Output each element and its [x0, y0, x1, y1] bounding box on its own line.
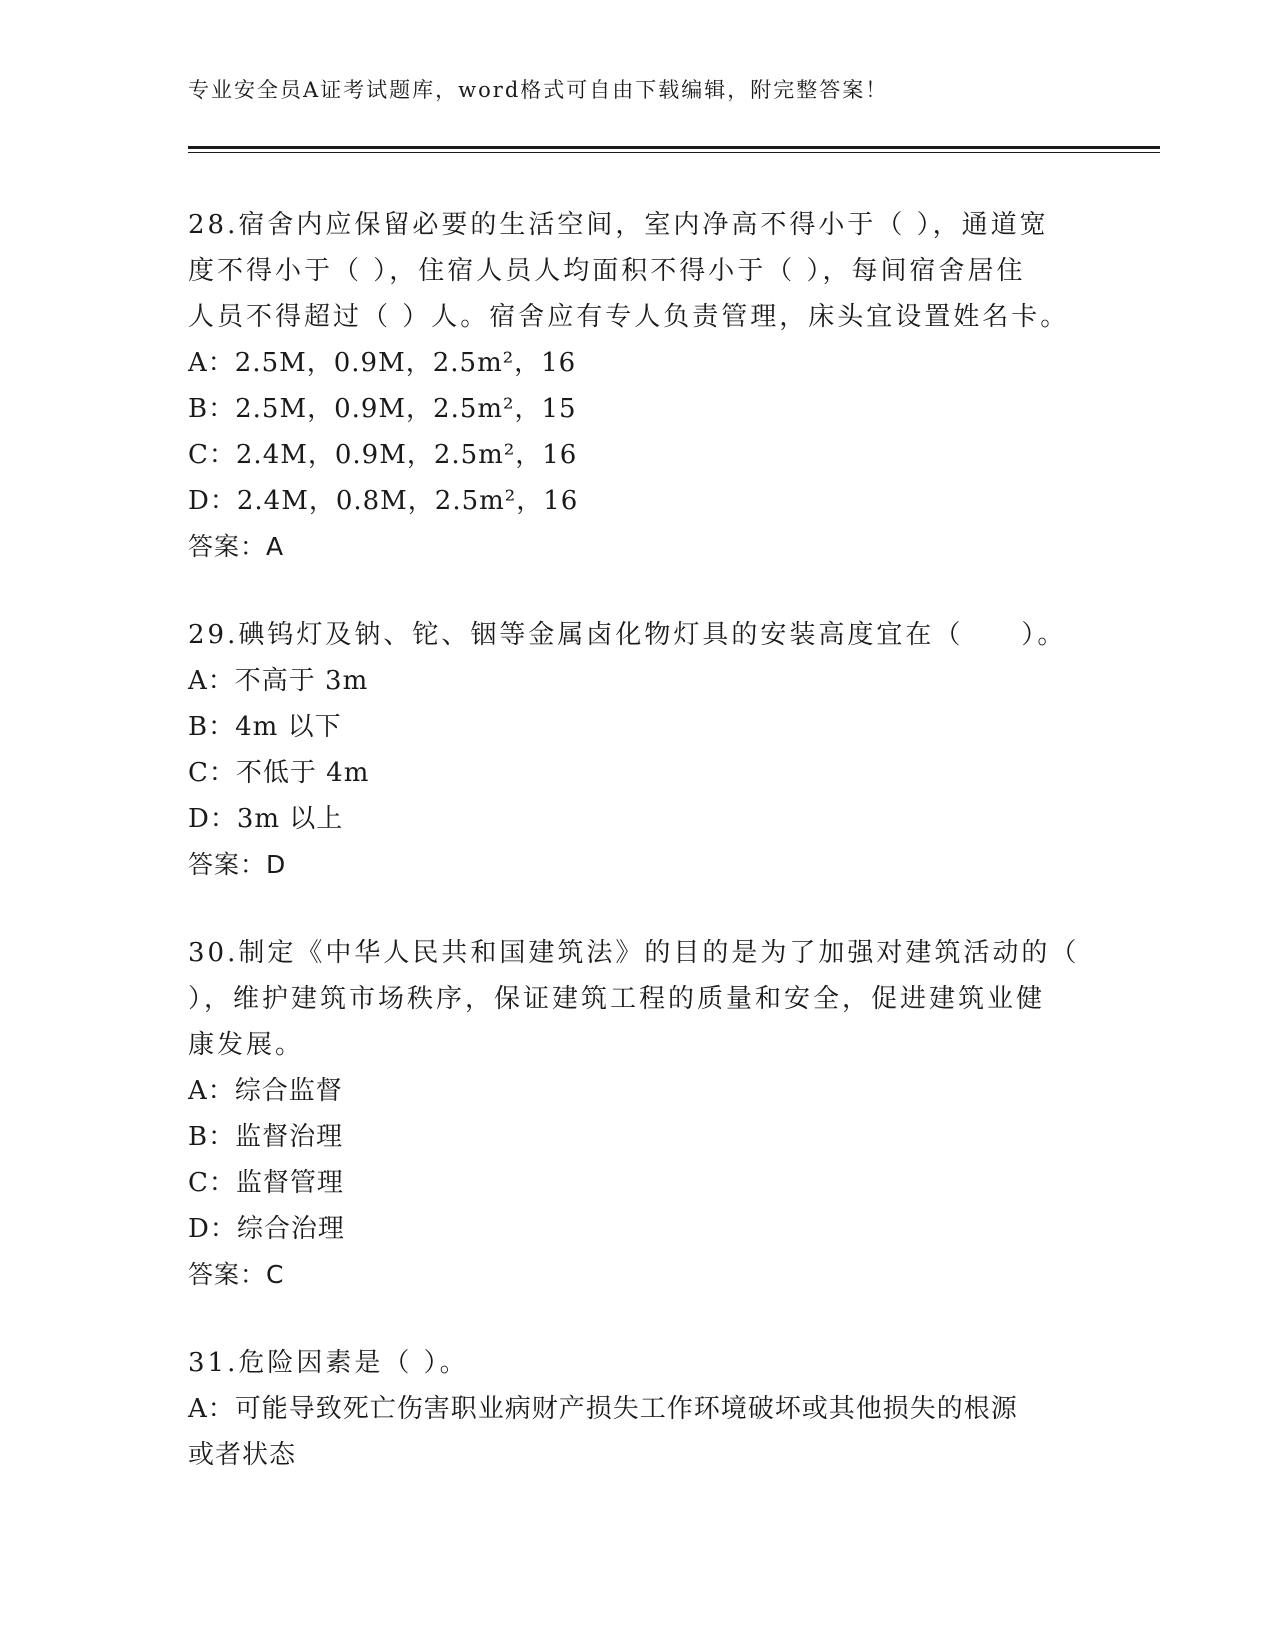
question-28 — [188, 202, 1068, 570]
question-text-line: ），维护建筑市场秩序，保证建筑工程的质量和安全，促进建筑业健 — [188, 984, 1046, 1014]
option-b: B：监督治理 — [188, 1122, 344, 1152]
option-a-continued: 或者状态 — [188, 1440, 297, 1470]
question-text-line: 人员不得超过（ ）人。宿舍应有专人负责管理，床头宜设置姓名卡。 — [188, 302, 1070, 332]
question-list — [188, 202, 1080, 1520]
option-d: D：综合治理 — [188, 1214, 345, 1244]
question-30 — [188, 930, 1080, 1298]
option-c: C：2.4M，0.9M，2.5m²，16 — [188, 440, 578, 470]
option-a: A：不高于 3m — [188, 666, 369, 696]
option-a: A：综合监督 — [188, 1076, 343, 1106]
option-d: D：2.4M，0.8M，2.5m²，16 — [188, 486, 579, 516]
answer-label: 答案：A — [188, 532, 285, 561]
question-text-line: 28.宿舍内应保留必要的生活空间，室内净高不得小于（ ），通道宽 — [188, 210, 1049, 240]
option-b: B：4m 以下 — [188, 712, 342, 742]
question-text-line: 30.制定《中华人民共和国建筑法》的目的是为了加强对建筑活动的（ — [188, 938, 1080, 968]
option-a: A：可能导致死亡伤害职业病财产损失工作环境破坏或其他损失的根源 — [188, 1394, 1018, 1424]
question-31 — [188, 1340, 1068, 1478]
question-text-line: 29.碘钨灯及钠、铊、铟等金属卤化物灯具的安装高度宜在（ ）。 — [188, 620, 1067, 650]
question-text-line: 康发展。 — [188, 1030, 305, 1060]
header-divider-thin — [188, 152, 1160, 153]
question-text-line: 度不得小于（ ），住宿人员人均面积不得小于（ ），每间宿舍居住 — [188, 256, 1026, 286]
option-b: B：2.5M，0.9M，2.5m²，15 — [188, 394, 577, 424]
question-29 — [188, 612, 1068, 888]
page-header: 专业安全员A证考试题库，word格式可自由下载编辑，附完整答案！ — [188, 78, 889, 102]
option-c: C：监督管理 — [188, 1168, 344, 1198]
option-d: D：3m 以上 — [188, 804, 344, 834]
option-a: A：2.5M，0.9M，2.5m²，16 — [188, 348, 577, 378]
header-divider — [188, 146, 1160, 149]
question-text-line: 31.危险因素是（ ）。 — [188, 1348, 469, 1378]
answer-label: 答案：C — [188, 1260, 285, 1289]
option-c: C：不低于 4m — [188, 758, 370, 788]
answer-label: 答案：D — [188, 850, 287, 879]
